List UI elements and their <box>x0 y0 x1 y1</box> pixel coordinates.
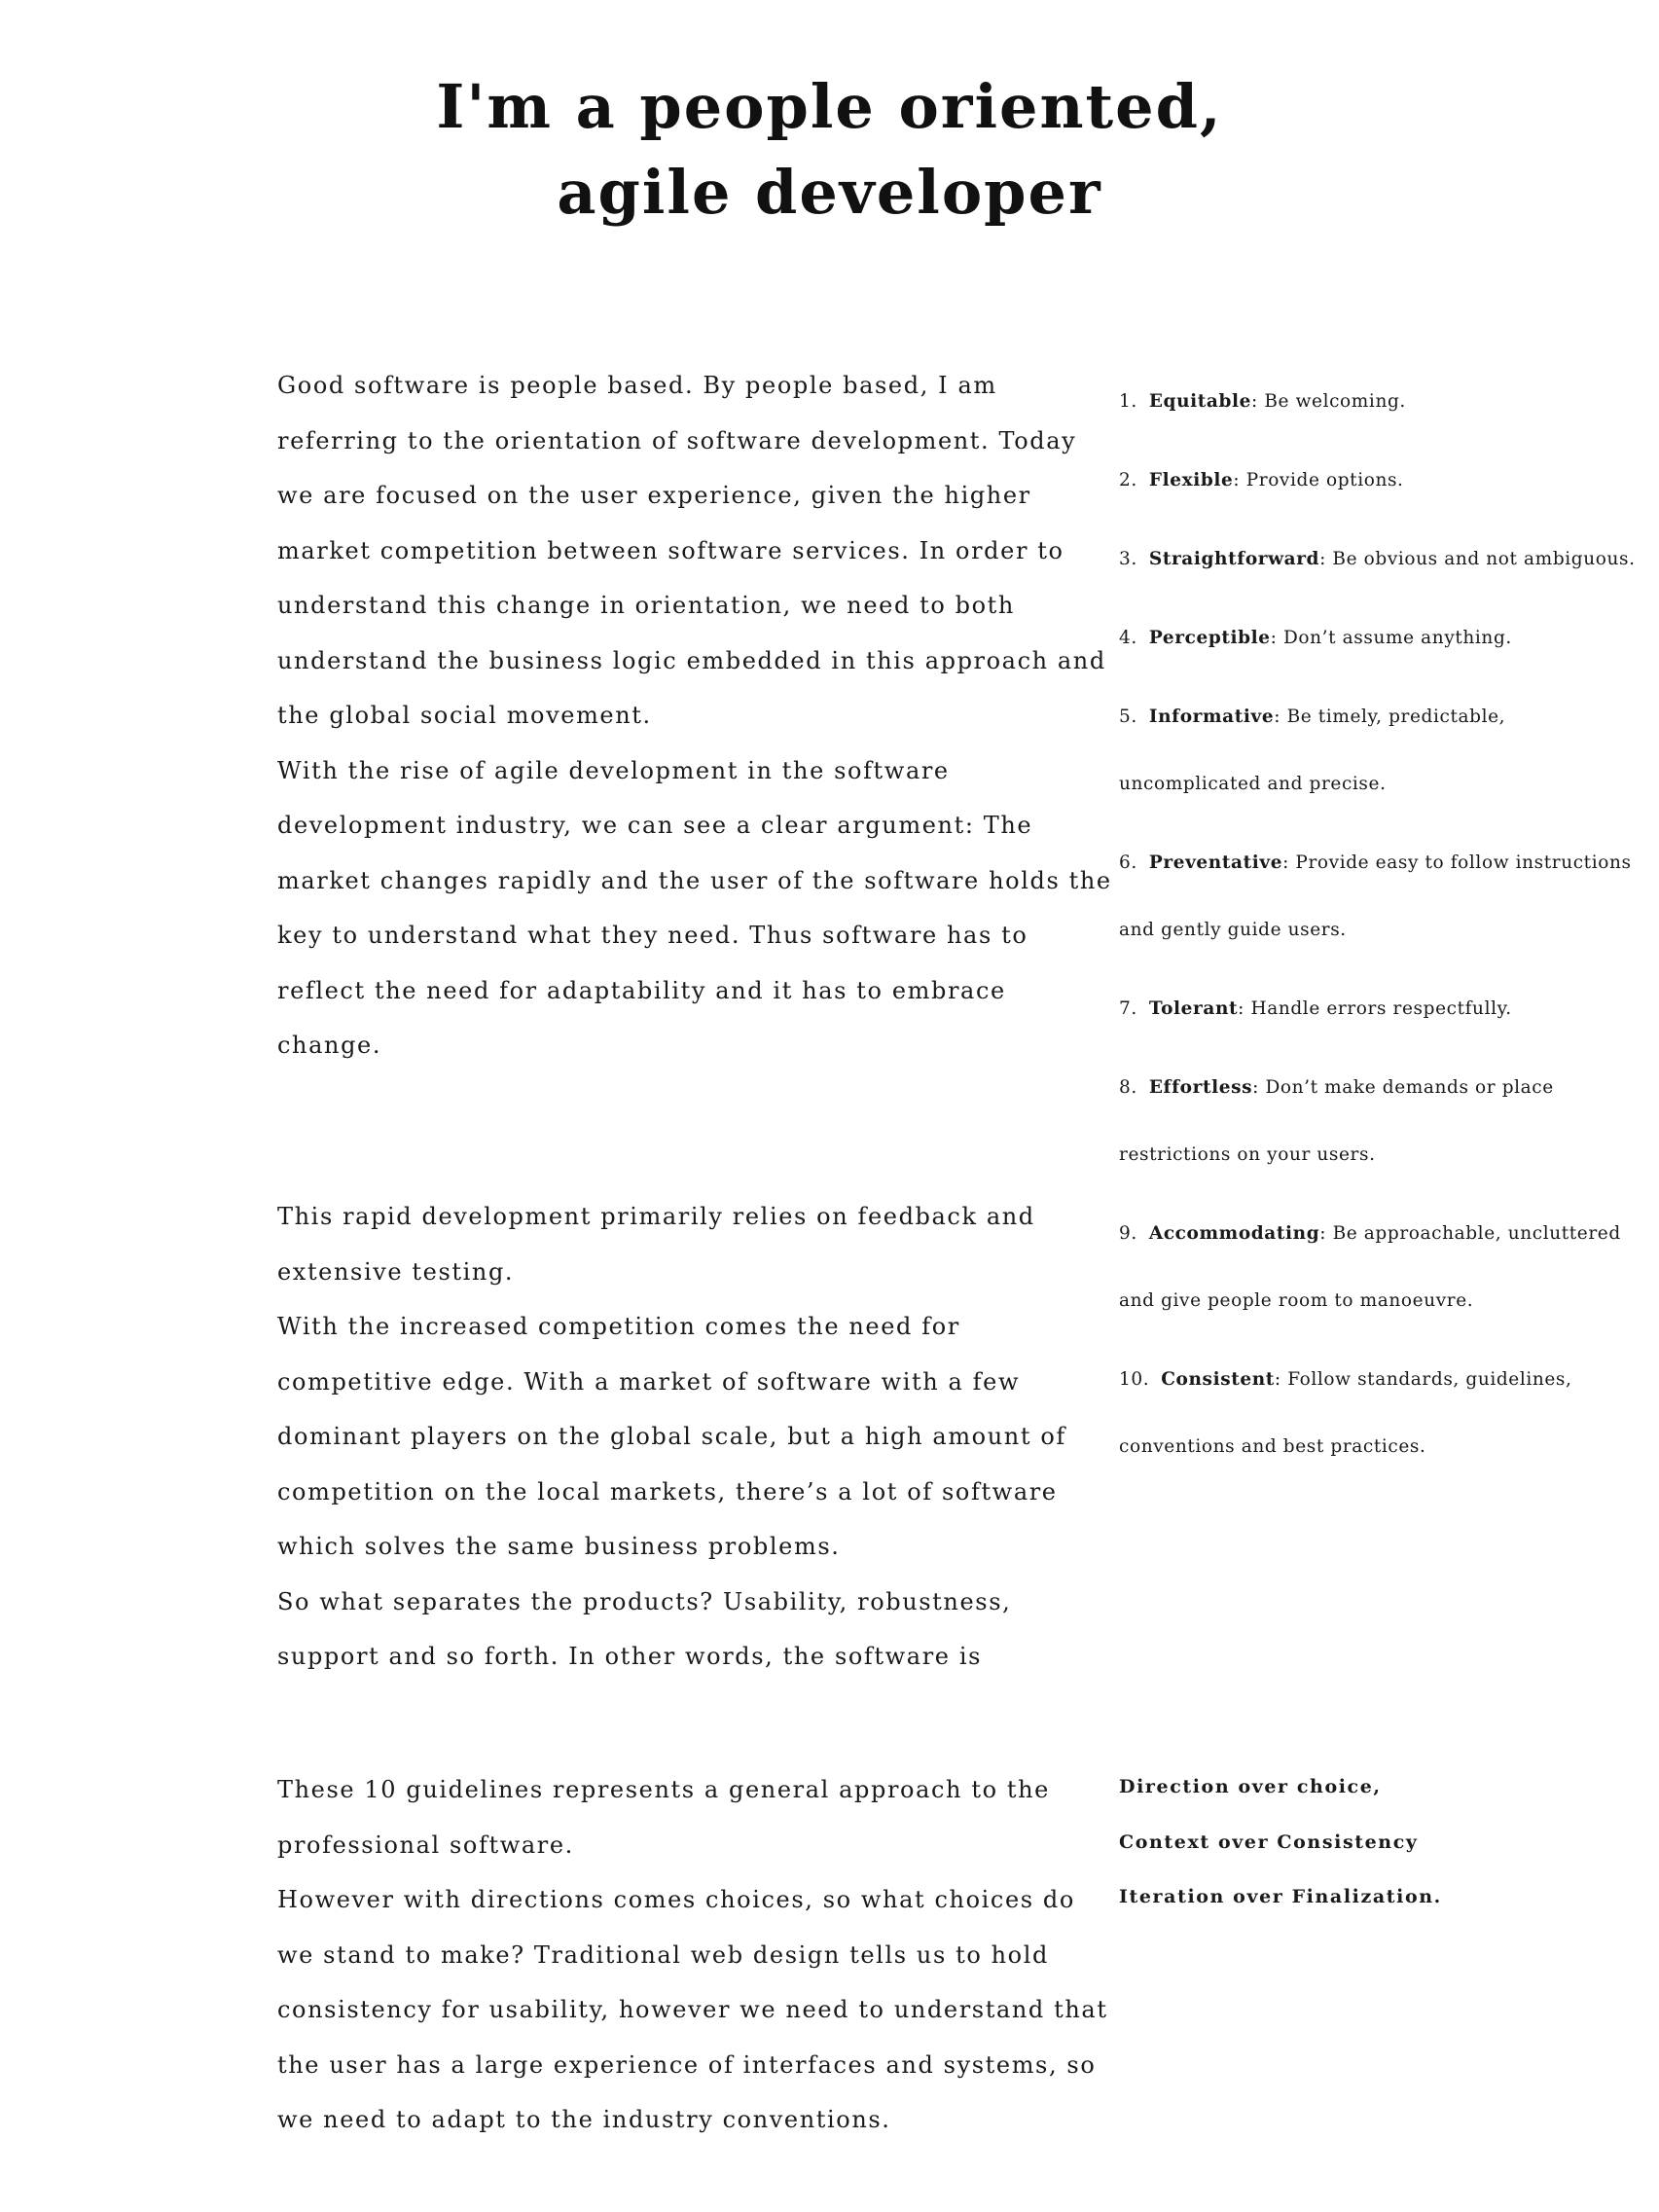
guideline-term: Tolerant <box>1148 998 1239 1019</box>
guideline-number: 3. <box>1119 549 1137 569</box>
guideline-item <box>1119 447 1644 514</box>
discussion-paragraph-1: These 10 guidelines represents a general approach to the professional software. <box>277 1776 1050 1859</box>
intro-paragraph-2: With the rise of agile development in the software development industry, we can see a clear argument: The market changes rapidly and the user of the software holds the key to understand what they need. Thus software has to reflect the need for adaptability and it has to embrace change. <box>277 756 1112 1059</box>
guideline-term: Preventative <box>1148 852 1283 873</box>
guideline-number: 5. <box>1119 707 1137 727</box>
guideline-item <box>1119 368 1644 435</box>
guideline-number: 4. <box>1119 628 1137 648</box>
guideline-description: : Handle errors respectfully. <box>1238 998 1512 1019</box>
principle-iteration: Iteration over Finalization. <box>1119 1886 1442 1907</box>
page-title-line-1: I'm a people oriented, <box>436 71 1223 142</box>
guideline-item <box>1119 1200 1644 1334</box>
guidelines-discussion-section <box>277 1762 1114 2148</box>
guideline-number: 8. <box>1119 1077 1137 1098</box>
competition-paragraph-3: So what separates the products? Usability, robustness, support and so forth. In other words, the software is <box>277 1587 1012 1670</box>
competition-section <box>277 1189 1114 1685</box>
guideline-term: Accommodating <box>1148 1223 1320 1244</box>
guideline-number: 7. <box>1119 998 1137 1019</box>
guideline-description: : Don’t assume anything. <box>1270 628 1512 648</box>
guideline-item <box>1119 1054 1644 1188</box>
discussion-paragraph-2: However with directions comes choices, so what choices do we stand to make? Traditional web design tells us to hold consistency for usability, however we need to understand that the user has a large experience of interfaces and systems, so we need to adapt to the industry conventions. <box>277 1886 1108 2133</box>
principles-block <box>1119 1759 1625 1925</box>
guideline-term: Informative <box>1148 707 1275 727</box>
guideline-description: : Provide easy to follow instructions and gently guide users. <box>1119 852 1632 940</box>
competition-paragraph-2: With the increased competition comes the need for competitive edge. With a market of software with a few dominant players on the global scale, but a high amount of competition on the local markets, there’s a lot of software which solves the same business problems. <box>277 1313 1066 1560</box>
guideline-term: Consistent <box>1161 1369 1275 1390</box>
competition-paragraph-1: This rapid development primarily relies on feedback and extensive testing. <box>277 1203 1035 1286</box>
guideline-description: : Don’t make demands or place restrictions on your users. <box>1119 1077 1554 1165</box>
guideline-description: : Be approachable, uncluttered and give people room to manoeuvre. <box>1119 1223 1621 1311</box>
guideline-description: : Be obvious and not ambiguous. <box>1319 549 1636 569</box>
guideline-description: : Be timely, predictable, uncomplicated and precise. <box>1119 707 1506 794</box>
guideline-number: 9. <box>1119 1223 1137 1244</box>
guideline-term: Equitable <box>1148 391 1252 412</box>
guideline-description: : Provide options. <box>1233 470 1404 490</box>
page-title <box>0 64 1659 236</box>
guideline-item <box>1119 604 1644 671</box>
guideline-item <box>1119 975 1644 1042</box>
guideline-number: 6. <box>1119 852 1137 873</box>
guideline-description: : Be welcoming. <box>1251 391 1406 412</box>
guideline-term: Flexible <box>1148 470 1234 490</box>
guideline-number: 2. <box>1119 470 1137 490</box>
guideline-item <box>1119 1346 1644 1480</box>
guideline-term: Perceptible <box>1148 628 1271 648</box>
guideline-term: Straightforward <box>1148 549 1320 569</box>
guideline-item <box>1119 683 1644 817</box>
guideline-term: Effortless <box>1148 1077 1253 1098</box>
page-title-line-2: agile developer <box>557 157 1102 228</box>
guidelines-list <box>1119 368 1644 1492</box>
guideline-number: 1. <box>1119 391 1137 412</box>
guideline-description: : Follow standards, guidelines, conventions and best practices. <box>1119 1369 1572 1457</box>
guideline-item <box>1119 526 1644 593</box>
principle-context: Context over Consistency <box>1119 1831 1419 1853</box>
principle-direction: Direction over choice, <box>1119 1776 1382 1797</box>
guideline-number: 10. <box>1119 1369 1150 1390</box>
intro-section <box>277 358 1114 1073</box>
guideline-item <box>1119 829 1644 963</box>
intro-paragraph-1: Good software is people based. By people based, I am referring to the orientation of software development. Today we are focused on the user experience, given the higher market competition between software services. In order to understand this change in orientation, we need to both understand the business logic embedded in this approach and the global social movement. <box>277 372 1106 729</box>
